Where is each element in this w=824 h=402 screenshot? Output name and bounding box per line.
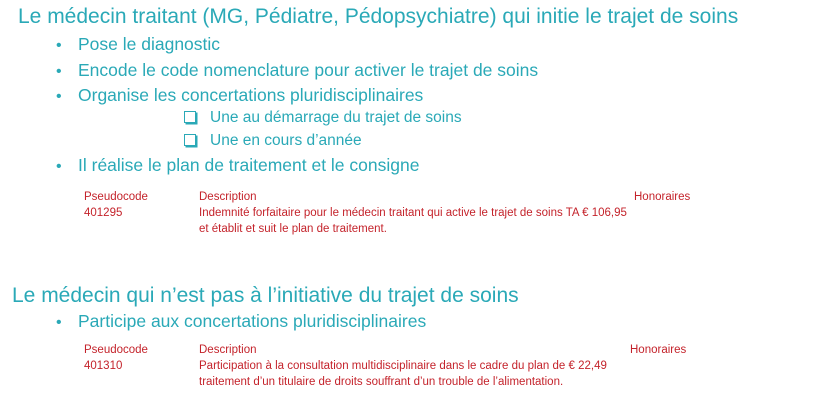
table1-header-description: Description — [199, 191, 257, 203]
bullet-text: Il réalise le plan de traitement et le consigne — [78, 155, 420, 175]
bullet-dot-icon: • — [56, 314, 62, 331]
bullet-item — [56, 310, 426, 334]
bullet-text: Organise les concertations pluridisciplinaires — [78, 85, 424, 105]
section2-title: Le médecin qui n’est pas à l’initiative du trajet de soins — [12, 284, 519, 307]
bullet-dot-icon: • — [56, 158, 62, 175]
checkbox-square-icon — [184, 111, 196, 123]
bullet-text: Pose le diagnostic — [78, 34, 221, 54]
sub-bullet-item — [184, 108, 462, 128]
table2-description-line2: traitement d’un titulaire de droits souffrant d’un trouble de l’alimentation. — [199, 376, 564, 388]
table2-code: 401310 — [84, 360, 123, 372]
table2-header-honoraires: Honoraires — [630, 344, 687, 356]
sub-bullet-text: Une en cours d’année — [210, 132, 362, 149]
table1-description-line2: et établit et suit le plan de traitement. — [199, 223, 387, 235]
sub-bullet-text: Une au démarrage du trajet de soins — [210, 109, 462, 126]
table2-header-pseudocode: Pseudocode — [84, 344, 148, 356]
table1-code: 401295 — [84, 207, 123, 219]
section1-title: Le médecin traitant (MG, Pédiatre, Pédopsychiatre) qui initie le trajet de soins — [18, 5, 739, 28]
bullet-text: Participe aux concertations pluridisciplinaires — [78, 311, 427, 331]
table1-header-honoraires: Honoraires — [634, 191, 691, 203]
table2-description-line1: Participation à la consultation multidisciplinaire dans le cadre du plan de € 22,49 — [199, 360, 607, 372]
bullet-dot-icon: • — [56, 37, 62, 54]
sub-bullet-item — [184, 131, 362, 151]
bullet-item — [56, 59, 538, 83]
table1-header-pseudocode: Pseudocode — [84, 191, 148, 203]
bullet-item — [56, 154, 419, 178]
bullet-dot-icon: • — [56, 88, 62, 105]
bullet-dot-icon: • — [56, 63, 62, 80]
bullet-item — [56, 33, 220, 57]
checkbox-square-icon — [184, 134, 196, 146]
table1-description-line1: Indemnité forfaitaire pour le médecin traitant qui active le trajet de soins TA € 106,95 — [199, 207, 627, 219]
table2-header-description: Description — [199, 344, 257, 356]
bullet-item — [56, 84, 423, 108]
bullet-text: Encode le code nomenclature pour activer le trajet de soins — [78, 60, 539, 80]
